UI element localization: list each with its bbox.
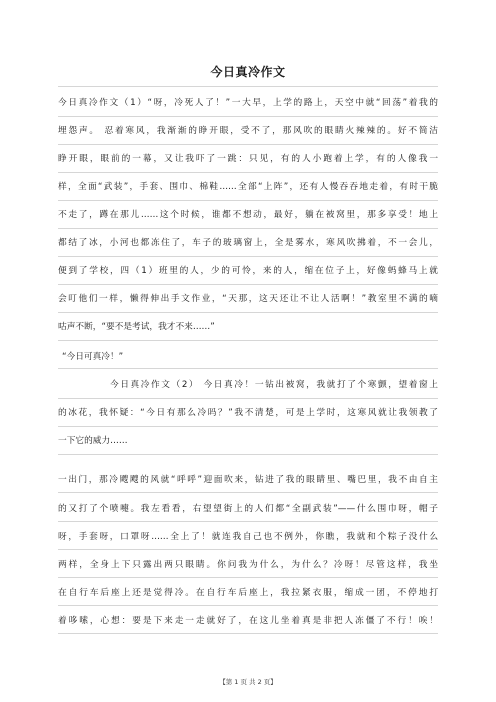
paragraph-line: 着哆嗦，心想：要是下来走一走就好了，在这儿坐着真是非把人冻僵了不行！唉！: [58, 616, 438, 626]
divider: [58, 340, 438, 341]
paragraph-line: 两样，全身上下只露出两只眼睛。你问我为什么，为什么？冷呀！尽管这样，我坐: [58, 560, 438, 570]
paragraph-line: 今日真冷作文（2） 今日真冷！一钻出被窝，我就打了个寒颤，望着窗上: [110, 380, 438, 390]
paragraph-line: 一下它的威力……: [58, 436, 128, 446]
divider: [58, 228, 438, 229]
divider: [58, 549, 438, 550]
paragraph-line: 咕声不断，“要不是考试，我才不来……”: [58, 322, 215, 332]
paragraph-line: 睁开眼，眼前的一幕，又让我吓了一跳：只见，有的人小跑着上学，有的人像我一: [58, 154, 438, 164]
divider: [58, 284, 438, 285]
paragraph-line: “今日可真冷！”: [62, 352, 124, 362]
divider: [58, 312, 438, 313]
divider: [58, 116, 438, 117]
divider: [58, 86, 438, 87]
divider: [58, 144, 438, 145]
divider: [58, 577, 438, 578]
paragraph-line: 样，全面“武装”，手套、围巾、棉鞋……全部“上阵”，还有人慢吞吞地走着，有时干脆: [58, 182, 438, 192]
divider: [58, 172, 438, 173]
document-page: [58, 0, 438, 702]
paragraph-line: 便到了学校，四（1）班里的人，少的可怜，来的人，缩在位子上，好像蚂蜂马上就: [58, 266, 438, 276]
document-title: 今日真冷作文: [210, 65, 286, 79]
divider: [58, 633, 438, 634]
paragraph-line: 会叮他们一样，懒得伸出手文作业，“天那，这天还让不让人活啊！”教室里不满的嘀: [58, 294, 438, 304]
divider: [58, 454, 438, 455]
paragraph-line: 都结了冰，小河也都冻住了，车子的玻璃窗上，全是雾水，寒风吹拂着，不一会儿，: [58, 238, 438, 248]
paragraph-line: 一出门，那冷飕飕的风就“呼呼”迎面吹来，钻进了我的眼睛里、嘴巴里，我不由自主: [58, 475, 438, 485]
paragraph-line: 的又打了个喷嚏。我左看看，右望望街上的人们都“全副武装”——什么围巾呀，帽子: [58, 504, 438, 514]
paragraph-line: 不走了，蹲在那儿……这个时候，谁都不想动，最好，躺在被窝里，那多享受！地上: [58, 210, 438, 220]
divider: [58, 398, 438, 399]
divider: [58, 492, 438, 493]
paragraph-line: 在自行车后座上还是觉得冷。在自行车后座上，我拉紧衣服，缩成一团，不停地打: [58, 588, 438, 598]
divider: [58, 256, 438, 257]
divider: [58, 426, 438, 427]
divider: [58, 521, 438, 522]
page-number: 【第 1 页 共 2 页】: [219, 678, 277, 686]
divider: [58, 368, 438, 369]
divider: [58, 605, 438, 606]
divider: [58, 200, 438, 201]
paragraph-line: 呀，手套呀，口罩呀……全上了！就连我自己也不例外，你瞧，我就和个粽子没什么: [58, 532, 438, 542]
paragraph-line: 埋怨声。 忍着寒风，我渐渐的睁开眼，受不了，那风吹的眼睛火辣辣的。好不简洁: [58, 126, 438, 136]
paragraph-line: 的冰花，我怀疑：“今日有那么冷吗？”我不清楚，可是上学时，这寒风就让我领教了: [58, 408, 438, 418]
paragraph-line: 今日真冷作文（1）“呀，冷死人了！”一大早，上学的路上，天空中就“回荡”着我的: [58, 98, 438, 108]
